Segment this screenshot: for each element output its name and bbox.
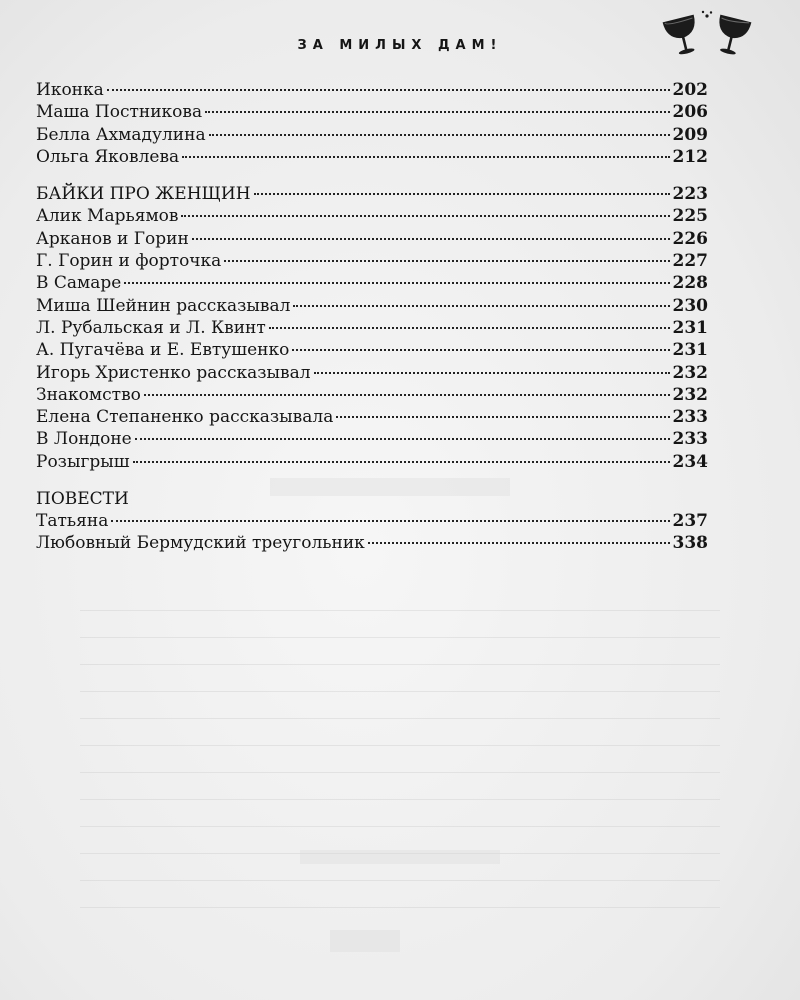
toc-entry-page: 231 [672,317,708,338]
toc-entry [36,146,708,168]
toc-entry-title: Татьяна [36,511,109,532]
toc-entry [36,228,708,250]
toc-entry [36,339,708,361]
dot-leader [224,259,669,262]
toc-entry-title: Алик Марьямов [36,206,179,227]
toc-entry-page: 227 [672,251,708,272]
toc-entry-page: 233 [672,407,708,428]
toc-entry [36,101,708,123]
toc-entry [36,362,708,384]
dot-leader [135,437,670,440]
toc-entry-page: 228 [672,273,708,294]
toc-entry-page: 234 [672,451,708,472]
toc-entry [36,384,708,406]
section-heading: ПОВЕСТИ [36,489,129,510]
toc-entry-title: В Самаре [36,273,122,294]
dot-leader [124,281,669,284]
show-through-lines [80,610,720,934]
toc-entry [36,532,708,554]
toc-entry-page: 237 [672,511,708,532]
show-through-block [300,850,500,864]
toc-entry [36,406,708,428]
dot-leader [182,155,669,158]
toc-entry [36,124,708,146]
toc-group [36,510,708,555]
toc-entry-title: Елена Степаненко рассказывала [36,407,334,428]
dot-leader [254,192,670,195]
toc-entry [36,183,708,205]
toc-entry-page: 226 [672,228,708,249]
toc-entry [36,510,708,532]
toc-entry-page: 233 [672,429,708,450]
toc-entry [36,205,708,227]
toc-entry-page: 223 [672,184,708,205]
table-of-contents [36,79,708,555]
dot-leader [192,237,670,240]
toc-entry-title: Иконка [36,80,104,100]
toc-entry-title: Арканов и Горин [36,228,189,249]
toc-entry-title: Розыгрыш [36,451,130,472]
toc-entry-page: 232 [672,362,708,383]
toc-entry-title: Любовный Бермудский треугольник [36,533,365,554]
dot-leader [111,519,669,522]
running-head: ЗА МИЛЫХ ДАМ! [297,38,503,53]
toc-entry [36,295,708,317]
toc-entry-title: Ольга Яковлева [36,146,180,167]
toc-entry-title: Г. Горин и форточка [36,251,222,272]
toc-entry [36,79,708,101]
dot-leader [205,110,669,113]
toc-entry-title: Л. Рубальская и Л. Квинт [36,317,266,338]
dot-leader [293,304,669,307]
toc-entry-title: Маша Постникова [36,102,203,123]
toc-entry-title: В Лондоне [36,429,132,450]
toc-entry-title: Миша Шейнин рассказывал [36,295,291,316]
toc-group [36,79,708,168]
dot-leader [144,393,670,396]
dot-leader [107,88,670,91]
toc-entry [36,451,708,473]
toc-entry [36,317,708,339]
dot-leader [181,214,669,217]
toc-entry-page: 230 [672,295,708,316]
dot-leader [133,460,670,463]
toc-entry-page: 231 [672,340,708,361]
toc-entry-page: 338 [672,533,708,554]
dot-leader [336,415,669,418]
toc-entry-title: Знакомство [36,384,141,405]
wine-glasses-icon [652,10,762,62]
toc-group [36,183,708,473]
toc-entry-page: 209 [672,124,708,145]
toc-entry-page: 225 [672,206,708,227]
toc-entry-title: А. Пугачёва и Е. Евтушенко [36,340,290,361]
toc-entry-title: Белла Ахмадулина [36,124,206,145]
toc-entry [36,272,708,294]
show-through-block [330,930,400,952]
dot-leader [314,371,670,374]
toc-entry-page: 206 [672,102,708,123]
toc-entry-page: 202 [672,80,708,100]
dot-leader [269,326,670,329]
toc-entry-page: 232 [672,384,708,405]
dot-leader [292,348,669,351]
dot-leader [209,133,670,136]
toc-entry [36,250,708,272]
toc-entry [36,428,708,450]
toc-entry-page: 212 [672,146,708,167]
dot-leader [368,541,670,544]
toc-entry-title: Игорь Христенко рассказывал [36,362,311,383]
toc-entry-title: БАЙКИ ПРО ЖЕНЩИН [36,184,251,205]
